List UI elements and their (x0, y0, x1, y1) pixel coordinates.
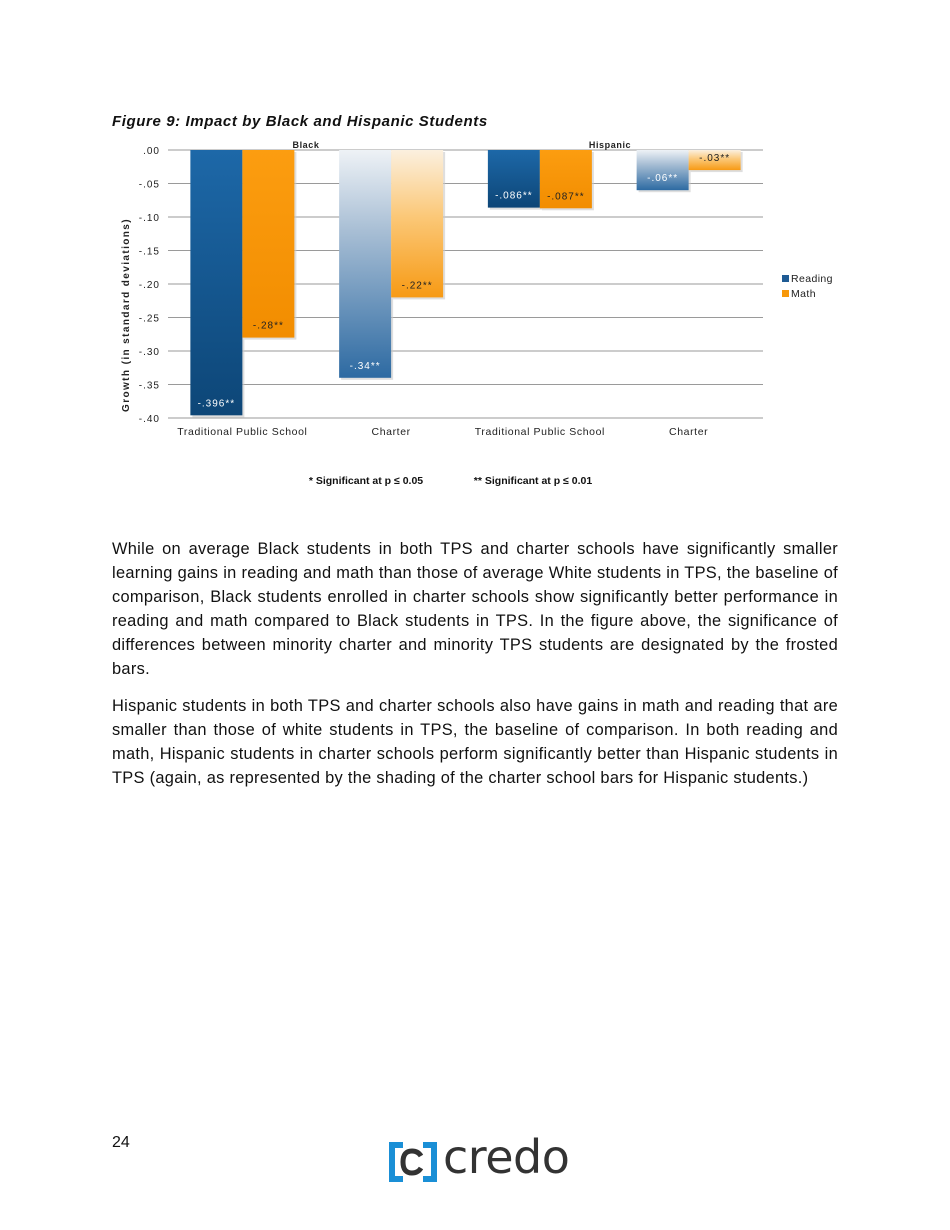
page-number: 24 (112, 1134, 130, 1151)
group-label: Hispanic (588, 140, 632, 150)
y-axis-label: Growth (in standard deviations) (121, 218, 132, 412)
legend-label: Math (791, 288, 816, 300)
math-bar (391, 150, 443, 297)
group-label: Black (292, 140, 320, 150)
legend-swatch (782, 290, 789, 297)
significance-notes (309, 475, 592, 487)
reading-bar (190, 150, 242, 415)
data-label: -.03** (699, 153, 731, 165)
x-tick-labels (177, 426, 708, 438)
y-tick-label: -.10 (138, 213, 160, 224)
data-label: -.28** (252, 320, 284, 332)
credo-mark-icon (385, 1136, 441, 1188)
x-tick-label: Traditional Public School (177, 426, 308, 438)
paragraph-1: While on average Black students in both TPS and charter schools have significantly smaller learning gains in reading and math than those of average White students in TPS, the baseline of comparison, Black students enrolled in charter schools show significantly better performance in reading and math compared to Black students in TPS. In the figure above, the significance of differences between minority charter and minority TPS students are designated by the frosted bars. (112, 540, 838, 678)
data-label: -.06** (647, 173, 679, 185)
y-tick-label: -.40 (138, 414, 160, 425)
logo-wordmark: credo (443, 1130, 570, 1184)
legend-label: Reading (791, 273, 833, 285)
y-tick-label: -.30 (138, 347, 160, 358)
x-tick-label: Charter (371, 426, 411, 438)
x-tick-label: Traditional Public School (474, 426, 605, 438)
y-tick-label: -.35 (138, 380, 160, 392)
credo-logo (385, 1130, 575, 1188)
y-tick-label: -.25 (138, 313, 160, 325)
y-tick-label: .00 (143, 146, 160, 157)
data-label: -.087** (547, 191, 585, 203)
paragraph-2: Hispanic students in both TPS and charter schools also have gains in math and reading that are smaller than those of white students in TPS, the baseline of comparison. In both reading and math, Hispanic students in charter schools perform significantly better than Hispanic students in TPS (again, as represented by the shading of the charter school bars for Hispanic students.) (112, 697, 838, 787)
legend-swatch (782, 275, 789, 282)
x-tick-label: Charter (669, 426, 709, 438)
significance-note: * Significant at p ≤ 0.05 (308, 475, 424, 487)
y-tick-labels (139, 146, 160, 425)
group-labels (292, 140, 631, 150)
y-tick-label: -.15 (138, 246, 160, 258)
reading-bar (339, 150, 391, 378)
y-tick-label: -.05 (138, 179, 160, 191)
data-label: -.086** (495, 190, 533, 202)
figure-title: Figure 9: Impact by Black and Hispanic Students (112, 113, 488, 130)
y-tick-label: -.20 (138, 280, 160, 291)
bar-chart (0, 0, 950, 500)
data-label: -.34** (349, 360, 381, 372)
significance-note: ** Significant at p ≤ 0.01 (473, 475, 593, 487)
data-label: -.396** (197, 398, 236, 410)
math-bar (242, 150, 294, 338)
legend (782, 273, 833, 300)
data-label: -.22** (401, 280, 433, 292)
